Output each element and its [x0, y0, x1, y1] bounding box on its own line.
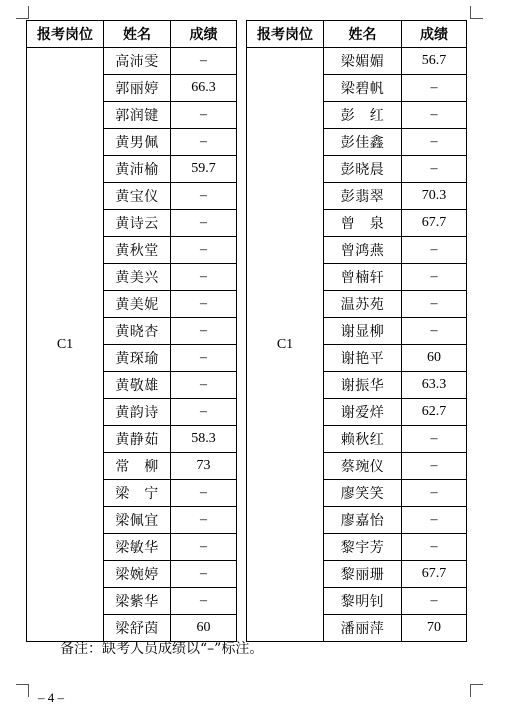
header-position-right: 报考岗位 [247, 21, 324, 48]
candidate-score: – [402, 264, 467, 291]
candidate-score: – [402, 426, 467, 453]
candidate-name: 黎宇芳 [324, 534, 402, 561]
candidate-name: 彭佳鑫 [324, 129, 402, 156]
candidate-name: 彭翡翠 [324, 183, 402, 210]
candidate-score: – [171, 183, 237, 210]
candidate-name: 谢显柳 [324, 318, 402, 345]
candidate-score: – [171, 291, 237, 318]
candidate-name: 黄敬雄 [104, 372, 171, 399]
candidate-name: 梁舒茵 [104, 615, 171, 642]
footnote: 备注：缺考人员成绩以“–”标注。 [60, 641, 264, 657]
candidate-name: 黄韵诗 [104, 399, 171, 426]
candidate-name: 黄诗云 [104, 210, 171, 237]
header-score-left: 成绩 [171, 21, 237, 48]
candidate-score: 67.7 [402, 561, 467, 588]
candidate-score: 66.3 [171, 75, 237, 102]
candidate-name: 温苏苑 [324, 291, 402, 318]
candidate-score: – [402, 129, 467, 156]
crop-mark-bottom-left [16, 684, 29, 697]
header-name-left: 姓名 [104, 21, 171, 48]
candidate-name: 谢振华 [324, 372, 402, 399]
candidate-score: – [171, 372, 237, 399]
candidate-name: 曾鸿燕 [324, 237, 402, 264]
candidate-score: 58.3 [171, 426, 237, 453]
candidate-name: 蔡琬仪 [324, 453, 402, 480]
candidate-name: 黄男佩 [104, 129, 171, 156]
candidate-score: – [402, 75, 467, 102]
score-table [26, 20, 467, 642]
candidate-name: 郭润键 [104, 102, 171, 129]
candidate-name: 黄静茹 [104, 426, 171, 453]
position-cell-right: C1 [247, 48, 324, 642]
candidate-name: 梁媚媚 [324, 48, 402, 75]
candidate-name: 常 柳 [104, 453, 171, 480]
candidate-score: 73 [171, 453, 237, 480]
table-body [27, 48, 467, 642]
candidate-score: 59.7 [171, 156, 237, 183]
candidate-name: 高沛雯 [104, 48, 171, 75]
column-gap [237, 21, 247, 48]
candidate-score: – [171, 102, 237, 129]
candidate-score: – [402, 588, 467, 615]
candidate-name: 廖笑笑 [324, 480, 402, 507]
candidate-name: 梁婉婷 [104, 561, 171, 588]
crop-mark-bottom-right [470, 684, 483, 697]
candidate-name: 黎丽珊 [324, 561, 402, 588]
candidate-name: 梁紫华 [104, 588, 171, 615]
candidate-name: 梁佩宜 [104, 507, 171, 534]
candidate-name: 黄沛榆 [104, 156, 171, 183]
candidate-score: – [171, 399, 237, 426]
candidate-name: 黄宝仪 [104, 183, 171, 210]
table-row [27, 48, 467, 75]
candidate-score: 60 [171, 615, 237, 642]
candidate-score: – [171, 237, 237, 264]
candidate-name: 彭晓晨 [324, 156, 402, 183]
candidate-score: – [171, 210, 237, 237]
candidate-score: – [402, 507, 467, 534]
candidate-name: 黄晓杏 [104, 318, 171, 345]
candidate-score: 70.3 [402, 183, 467, 210]
crop-mark-top-right [470, 6, 483, 19]
candidate-name: 黄美兴 [104, 264, 171, 291]
candidate-name: 梁敏华 [104, 534, 171, 561]
candidate-score: – [402, 534, 467, 561]
candidate-score: – [402, 453, 467, 480]
candidate-name: 黄秋堂 [104, 237, 171, 264]
candidate-name: 谢艳平 [324, 345, 402, 372]
candidate-score: 60 [402, 345, 467, 372]
candidate-score: 63.3 [402, 372, 467, 399]
candidate-score: – [402, 156, 467, 183]
candidate-score: – [171, 534, 237, 561]
header-name-right: 姓名 [324, 21, 402, 48]
candidate-name: 曾楠轩 [324, 264, 402, 291]
candidate-score: – [402, 480, 467, 507]
candidate-name: 梁 宁 [104, 480, 171, 507]
candidate-score: – [171, 48, 237, 75]
candidate-name: 梁碧帆 [324, 75, 402, 102]
candidate-score: – [402, 102, 467, 129]
candidate-score: – [171, 588, 237, 615]
candidate-score: – [171, 345, 237, 372]
column-gap [237, 48, 247, 642]
header-position-left: 报考岗位 [27, 21, 104, 48]
candidate-score: – [171, 561, 237, 588]
table-header-row [27, 21, 467, 48]
candidate-name: 郭丽婷 [104, 75, 171, 102]
candidate-score: – [402, 318, 467, 345]
candidate-score: 62.7 [402, 399, 467, 426]
candidate-score: – [171, 129, 237, 156]
candidate-score: 70 [402, 615, 467, 642]
candidate-name: 谢爱烊 [324, 399, 402, 426]
candidate-name: 曾 泉 [324, 210, 402, 237]
candidate-score: – [171, 318, 237, 345]
candidate-score: – [402, 237, 467, 264]
candidate-name: 潘丽萍 [324, 615, 402, 642]
candidate-score: 67.7 [402, 210, 467, 237]
candidate-score: 56.7 [402, 48, 467, 75]
candidate-name: 黎明钊 [324, 588, 402, 615]
candidate-name: 彭 红 [324, 102, 402, 129]
candidate-score: – [171, 507, 237, 534]
candidate-score: – [171, 264, 237, 291]
candidate-name: 黄美妮 [104, 291, 171, 318]
candidate-name: 廖嘉怡 [324, 507, 402, 534]
position-cell-left: C1 [27, 48, 104, 642]
candidate-name: 黄琛瑜 [104, 345, 171, 372]
candidate-name: 赖秋红 [324, 426, 402, 453]
page-number: – 4 – [38, 690, 64, 705]
candidate-score: – [171, 480, 237, 507]
candidate-score: – [402, 291, 467, 318]
header-score-right: 成绩 [402, 21, 467, 48]
crop-mark-top-left [16, 6, 29, 19]
